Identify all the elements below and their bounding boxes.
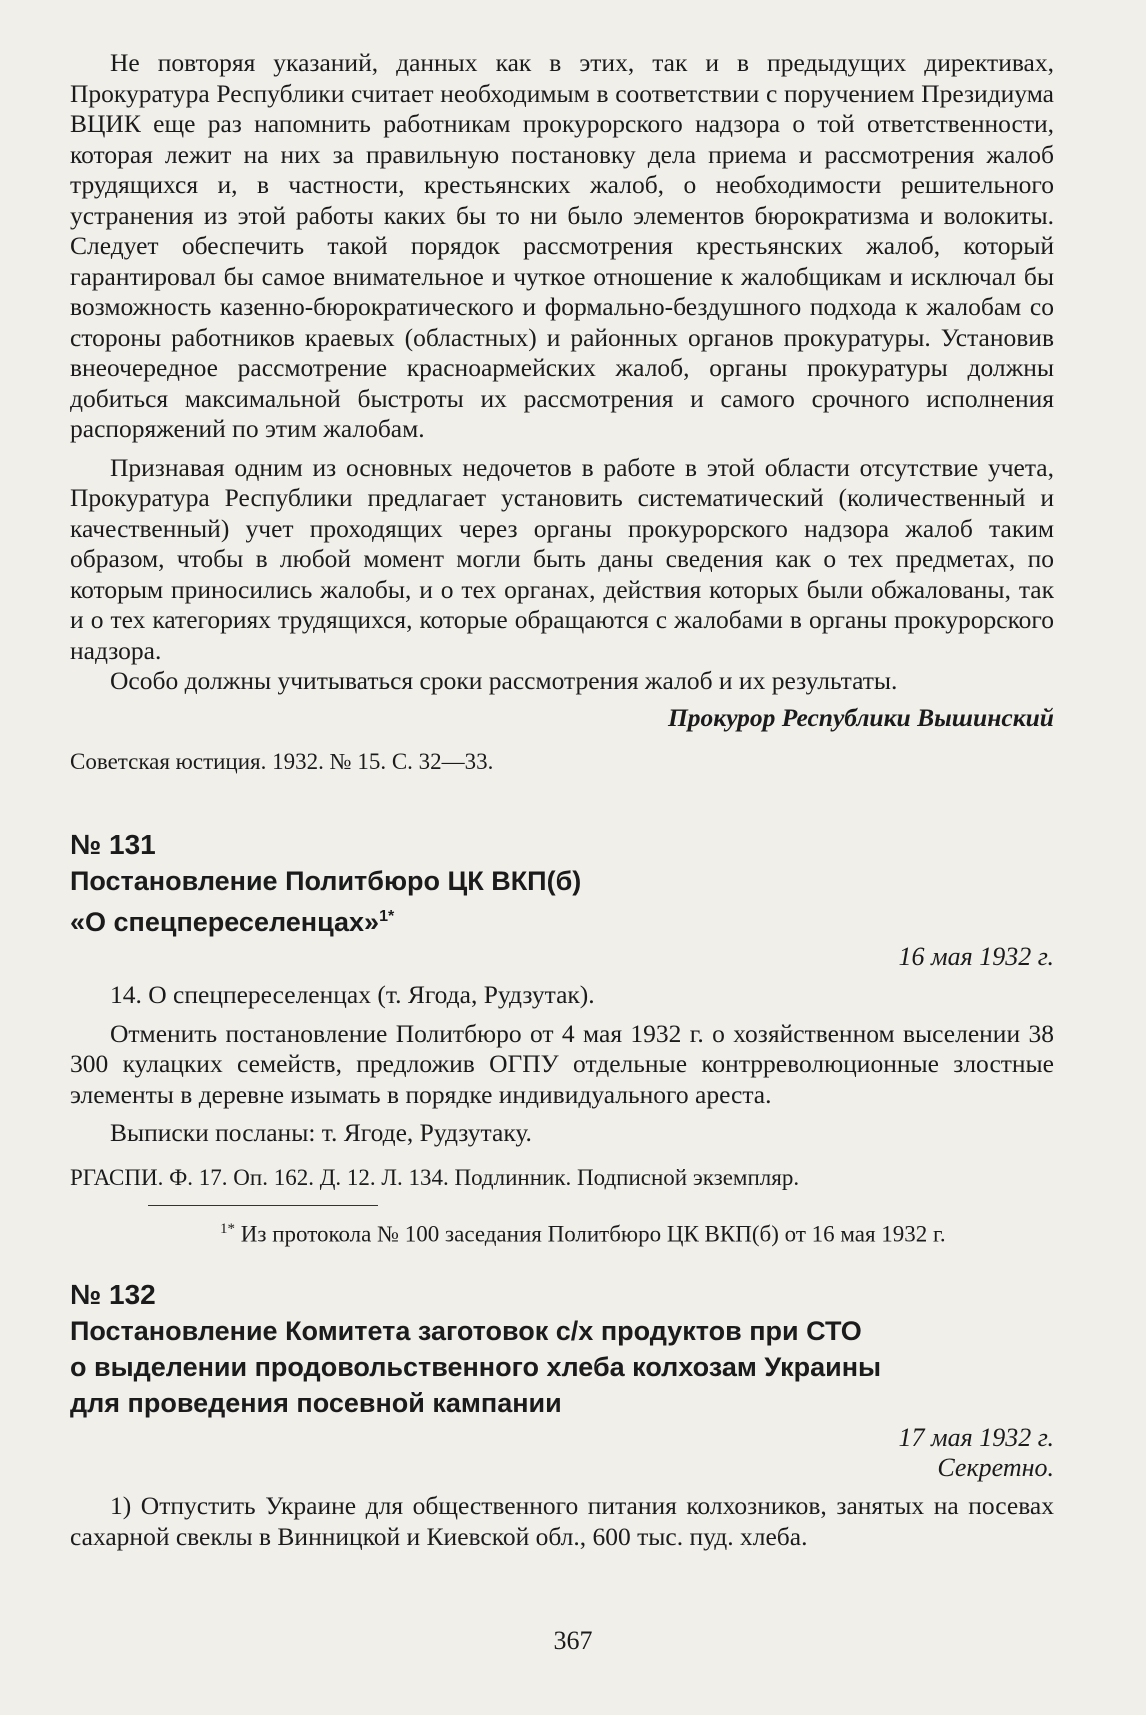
page-number: 367: [553, 1626, 593, 1655]
agenda-item: 14. О спецпереселенцах (т. Ягода, Рудзутак).: [110, 980, 595, 1009]
doc-title-line-1: Постановление Политбюро ЦК ВКП(б): [70, 866, 582, 896]
doc-number: № 131: [70, 829, 156, 860]
doc-title-line-1: Постановление Комитета заготовок с/х продуктов при СТО: [70, 1316, 862, 1347]
doc-title-line-3: для проведения посевной кампании: [70, 1388, 562, 1419]
extracts-note: Выписки посланы: т. Ягоде, Рудзутаку.: [110, 1118, 532, 1147]
doc-number: № 132: [70, 1279, 156, 1311]
intro-paragraph-1: Не повторяя указаний, данных как в этих, так и в предыдущих директивах, Прокуратура Республики считает необходимым в соответствии с поручением Президиума ВЦИК еще раз напомнить работникам прокурорского надзора о той ответственности, которая лежит на них за правильную постановку дела приема и рассмотрения жалоб трудящихся и, в частности, крестьянских жалоб, о необходимости решительного устранения из этой работы каких бы то ни было элементов бюрократизма и волокиты. Следует обеспечить такой порядок рассмотрения крестьянских жалоб, который гарантировал бы самое внимательное и чуткое отношение к жалобщикам и исключал бы возможность казенно-бюрократического и формально-бездушного подхода к жалобам со стороны работников краевых (областных) и районных органов прокуратуры. Установив внеочередное рассмотрение красноармейских жалоб, органы прокуратуры должны добиться максимальной быстроты их рассмотрения и самого срочного исполнения распоряжений по этим жалобам.: [70, 48, 1054, 443]
intro-paragraph-2: Признавая одним из основных недочетов в работе в этой области отсутствие учета, Прокуратура Республики предлагает установить систематический (количественный и качественный) учет проходящих через органы прокурорского надзора жалоб таким образом, чтобы в любой момент могли быть даны сведения как о тех предметах, по которым приносились жалобы, и о тех органах, действия которых были обжалованы, так и о тех категориях трудящихся, которые обращаются с жалобами в органы прокурорского надзора.: [70, 452, 1054, 665]
decision-item-1: 1) Отпустить Украине для общественного питания колхозников, занятых на посевах сахарной свеклы в Винницкой и Киевской обл., 600 тыс. пуд. хлеба.: [70, 1491, 1054, 1551]
doc-title-line-2: о выделении продовольственного хлеба колхозам Украины: [70, 1352, 882, 1383]
intro-paragraph-3: Особо должны учитываться сроки рассмотрения жалоб и их результаты.: [110, 666, 898, 695]
document-132: [70, 1279, 1054, 1552]
doc-date: 16 мая 1932 г.: [898, 942, 1054, 971]
source-citation: Советская юстиция. 1932. № 15. С. 32—33.: [70, 749, 494, 774]
footnote: [220, 1214, 1054, 1250]
footnote-marker: 1*: [220, 1220, 235, 1237]
decision-text: Отменить постановление Политбюро от 4 мая 1932 г. о хозяйственном выселении 38 300 кулацких семейств, предложив ОГПУ отдельные контрреволюционные злостные элементы в деревне изымать в порядке индивидуального ареста.: [70, 1018, 1054, 1109]
classification-mark: Секретно.: [937, 1453, 1054, 1483]
signature: Прокурор Республики Вышинский: [667, 702, 1054, 732]
doc-date: 17 мая 1932 г.: [898, 1423, 1054, 1453]
footnote-divider: [148, 1205, 378, 1206]
doc-title-line-2: [70, 901, 1054, 938]
doc-title-text: «О спецпереселенцах»: [70, 907, 380, 937]
footnote-marker: 1*: [379, 908, 395, 925]
archive-reference: РГАСПИ. Ф. 17. Оп. 162. Д. 12. Л. 134. Подлинник. Подписной экземпляр.: [70, 1164, 800, 1190]
document-131: [70, 829, 1054, 1249]
footnote-text: Из протокола № 100 заседания Политбюро ЦК ВКП(б) от 16 мая 1932 г.: [240, 1221, 946, 1247]
